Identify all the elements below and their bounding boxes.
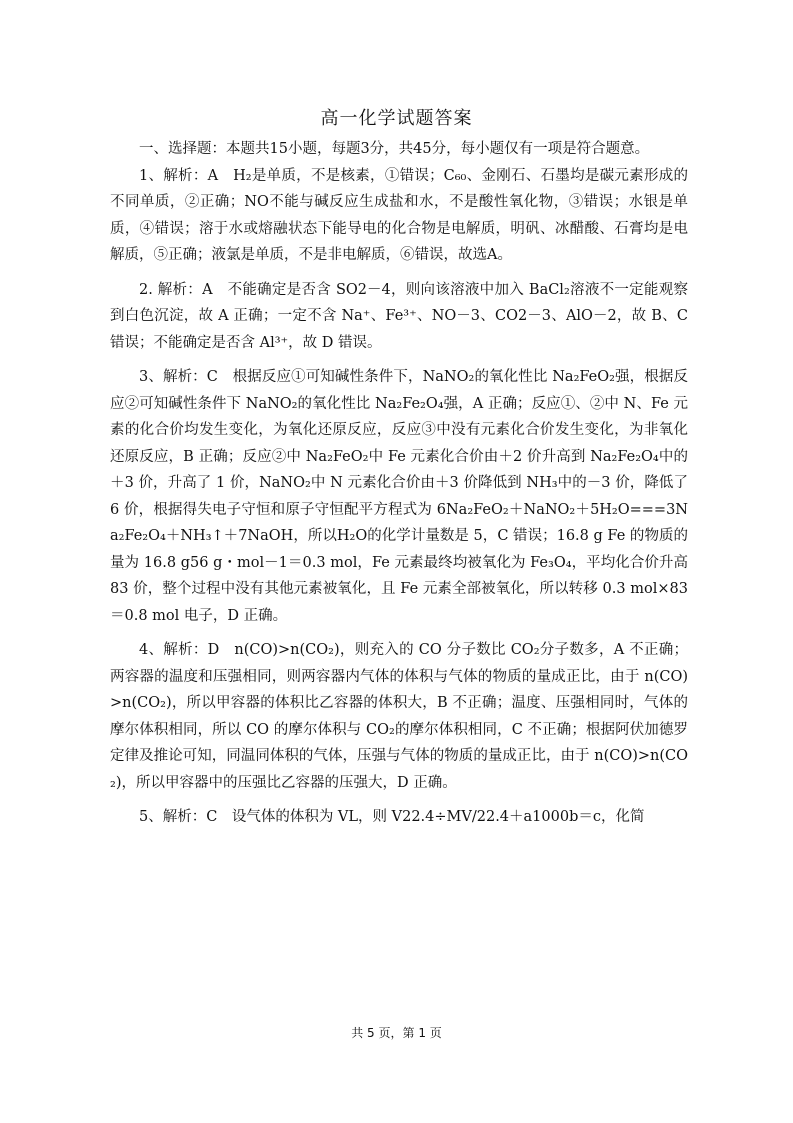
answer-paragraph-1: 1、解析：A H₂是单质，不是核素，①错误；C₆₀、金刚石、石墨均是碳元素形成的不同单质，②正确；NO不能与碱反应生成盐和水，不是酸性氧化物，③错误；水银是单质，④错误；溶于水或熔融状态下能导电的化合物是电解质，明矾、冰醋酸、石膏均是电解质，⑤正确；液氯是单质，不是非电解质，⑥错误，故选A。 (110, 167, 688, 263)
answer-paragraph-3: 3、解析：C 根据反应①可知碱性条件下，NaNO₂的氧化性比 Na₂FeO₂强，根据反应②可知碱性条件下 NaNO₂的氧化性比 Na₂Fe₂O₄强，A 正确；反应①、②中 N、Fe 元素的化合价均发生变化，为氧化还原反应，反应③中没有元素化合价发生变化，为非氧化还原反应，B 正确；反应②中 Na₂FeO₂中 Fe 元素化合价由＋2 价升高到 Na₂Fe₂O₄中的＋3 价，升高了 1 价，NaNO₂中 N 元素化合价由＋3 价降低到 NH₃中的－3 价，降低了 6 价，根据得失电子守恒和原子守恒配平方程式为 6Na₂FeO₂＋NaNO₂＋5H₂O===3Na₂Fe₂O₄＋NH₃↑＋7NaOH，所以H₂O的化学计量数是 5，C 错误；16.8 g Fe 的物质的量为 16.8 g56 g・mol－1＝0.3 mol，Fe 元素最终均被氧化为 Fe₃O₄，平均化合价升高 83 价，整个过程中没有其他元素被氧化，且 Fe 元素全部被氧化，所以转移 0.3 mol×83＝0.8 mol 电子，D 正确。 (110, 369, 688, 624)
page-footer: 共 5 页，第 1 页 (351, 1026, 442, 1040)
answer-paragraph-4: 4、解析：D n(CO)>n(CO₂)，则充入的 CO 分子数比 CO₂分子数多，A 不正确；两容器的温度和压强相同，则两容器内气体的体积与气体的物质的量成正比，由于 n(CO)>n(CO₂)，所以甲容器的体积比乙容器的体积大，B 不正确；温度、压强相同时，气体的摩尔体积相同，所以 CO 的摩尔体积与 CO₂的摩尔体积相同，C 不正确；根据阿伏加德罗定律及推论可知，同温同体积的气体，压强与气体的物质的量成正比，由于 n(CO)>n(CO₂)，所以甲容器中的压强比乙容器的压强大，D 正确。 (110, 642, 688, 791)
section-heading: 一、选择题：本题共15小题，每题3分，共45分，每小题仅有一项是符合题意。 (139, 141, 650, 157)
answer-paragraph-2: 2. 解析：A 不能确定是否含 SO2－4，则向该溶液中加入 BaCl₂溶液不一定能观察到白色沉淀，故 A 正确；一定不含 Na⁺、Fe³⁺、NO－3、CO2－3、AlO－2，故 B、C 错误；不能确定是否含 Al³⁺，故 D 错误。 (110, 281, 688, 351)
page-title: 高一化学试题答案 (320, 108, 473, 129)
answer-body (110, 136, 688, 839)
answer-paragraph-5: 5、解析：C 设气体的体积为 VL，则 V22.4÷MV/22.4＋a1000b＝c，化简 (139, 809, 645, 825)
